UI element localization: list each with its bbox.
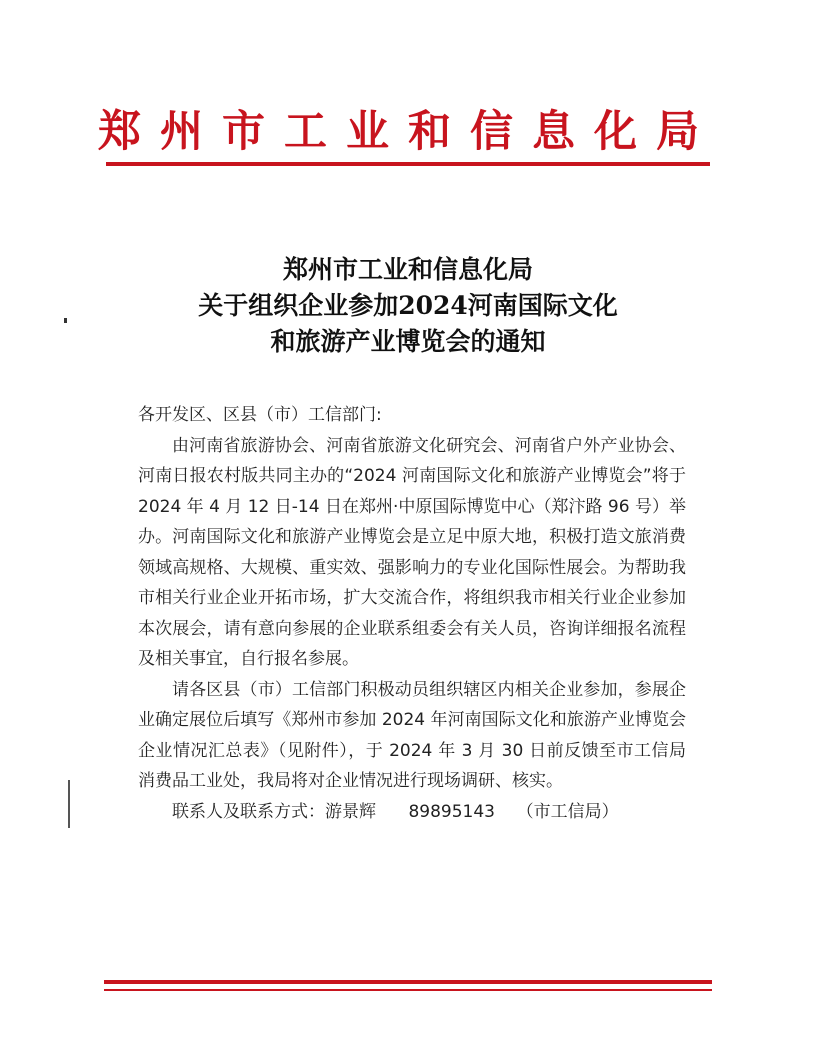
paragraph-1: 由河南省旅游协会、河南省旅游文化研究会、河南省户外产业协会、河南日报农村版共同主办的“2024 河南国际文化和旅游产业博览会”将于 2024 年 4 月 12 日-14 日在郑州·中原国际博览中心（郑汴路 96 号）举办。河南国际文化和旅游产业博览会是立足中原大地，积极打造文旅消费领域高规格、大规模、重实效、强影响力的专业化国际性展会。为帮助我市相关行业企业开拓市场，扩大交流合作，将组织我市相关行业企业参加本次展会，请有意向参展的企业联系组委会有关人员，咨询详细报名流程及相关事宜，自行报名参展。	[138, 435, 686, 669]
title-line-3: 和旅游产业博览会的通知	[270, 327, 546, 356]
salutation: 各开发区、区县（市）工信部门:	[138, 405, 382, 425]
contact-org: （市工信局）	[516, 801, 619, 822]
footer-red-rule	[104, 980, 712, 984]
paragraph-2: 请各区县（市）工信部门积极动员组织辖区内相关企业参加，参展企业确定展位后填写《郑州市参加 2024 年河南国际文化和旅游产业博览会企业情况汇总表》（见附件），于 2024 年 3 月 30 日前反馈至市工信局消费品工业处，我局将对企业情况进行现场调研、核实。	[138, 679, 686, 791]
title-line-1: 郑州市工业和信息化局	[282, 255, 533, 284]
contact-label: 联系人及联系方式：	[172, 801, 325, 822]
contact-phone: 89895143	[408, 801, 495, 822]
letterhead-red-rule	[106, 162, 710, 166]
contact-line	[138, 797, 686, 828]
title-line-2: 关于组织企业参加2024河南国际文化	[198, 291, 618, 320]
letterhead-title: 郑州市工业和信息化局	[98, 107, 718, 157]
contact-name: 游景辉	[325, 801, 376, 822]
footer-red-rule-thin	[104, 989, 712, 991]
document-body	[138, 400, 686, 827]
scan-mark	[68, 780, 70, 828]
document-title	[0, 252, 816, 360]
scan-mark	[64, 318, 67, 323]
